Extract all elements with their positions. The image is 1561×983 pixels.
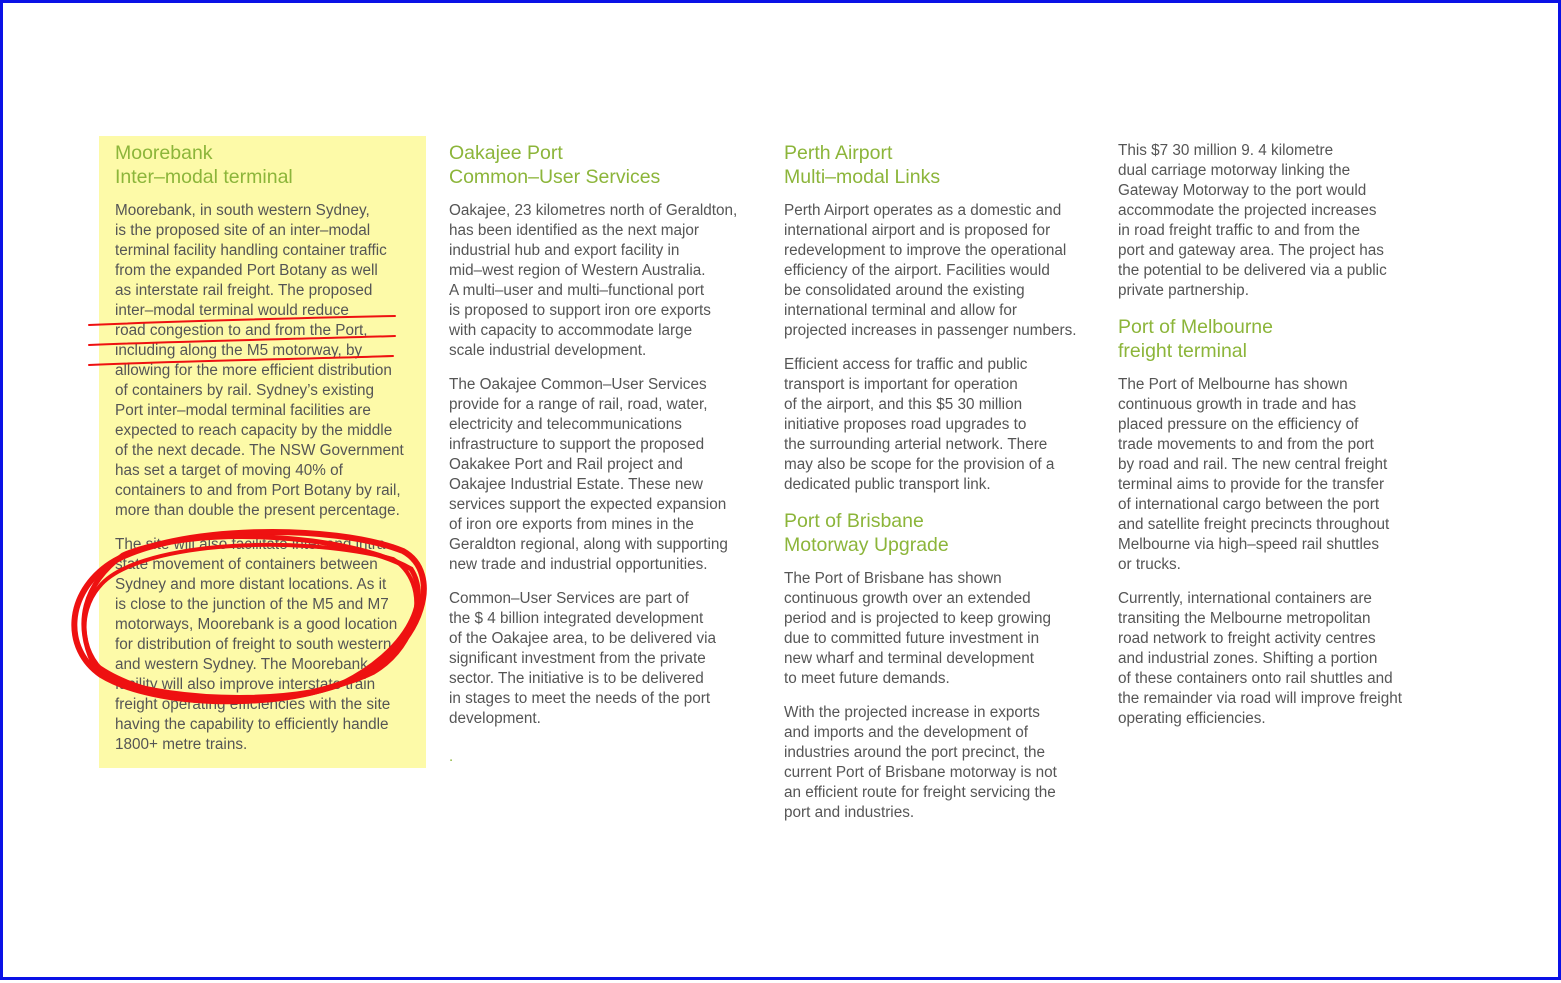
- paragraph-line: dual carriage motorway linking the: [1118, 162, 1351, 179]
- paragraph-line: The Port of Brisbane has shown: [784, 570, 1002, 587]
- paragraph-line: of iron ore exports from mines in the: [449, 516, 694, 533]
- heading-line: Moorebank: [115, 142, 213, 164]
- paragraph-line: freight operating efficiencies with the site: [115, 696, 391, 713]
- paragraph-line: containers to and from Port Botany by rail,: [115, 482, 401, 499]
- paragraph-line: projected increases in passenger numbers.: [784, 322, 1077, 339]
- paragraph-line: provide for a range of rail, road, water,: [449, 396, 708, 413]
- paragraph-line: and western Sydney. The Moorebank: [115, 656, 368, 673]
- paragraph-line: as interstate rail freight. The proposed: [115, 282, 373, 299]
- paragraph-line: Gateway Motorway to the port would: [1118, 182, 1367, 199]
- paragraph-line: development.: [449, 710, 541, 727]
- column-moorebank: [115, 141, 404, 769]
- paragraph-line: of international cargo between the port: [1118, 496, 1380, 513]
- paragraph-line: road congestion to and from the Port,: [115, 322, 368, 339]
- paragraph-line: inter–modal terminal would reduce: [115, 302, 349, 319]
- paragraph-line: Efficient access for traffic and public: [784, 356, 1028, 373]
- paragraph-line: state movement of containers between: [115, 556, 378, 573]
- paragraph-line: be consolidated around the existing: [784, 282, 1025, 299]
- paragraph-line: may also be scope for the provision of a: [784, 456, 1055, 473]
- paragraph-line: to meet future demands.: [784, 670, 950, 687]
- paragraph-line: expected to reach capacity by the middle: [115, 422, 393, 439]
- paragraph-line: and satellite freight precincts throughout: [1118, 516, 1390, 533]
- paragraph-line: by road and rail. The new central freight: [1118, 456, 1388, 473]
- paragraph-line: Oakajee, 23 kilometres north of Geraldton,: [449, 202, 738, 219]
- section-heading: [1118, 315, 1402, 363]
- paragraph-line: Currently, international containers are: [1118, 590, 1372, 607]
- paragraph-line: Port inter–modal terminal facilities are: [115, 402, 371, 419]
- paragraph-line: industrial hub and export facility in: [449, 242, 680, 259]
- paragraph-line: having the capability to efficiently handle: [115, 716, 389, 733]
- body-paragraph: [1118, 589, 1402, 729]
- paragraph-line: the $ 4 billion integrated development: [449, 610, 704, 627]
- paragraph-line: port and gateway area. The project has: [1118, 242, 1384, 259]
- paragraph-line: or trucks.: [1118, 556, 1181, 573]
- body-paragraph: [784, 569, 1077, 689]
- paragraph-line: industries around the port precinct, the: [784, 744, 1046, 761]
- section-heading: [449, 141, 737, 189]
- paragraph-line: The Port of Melbourne has shown: [1118, 376, 1348, 393]
- paragraph-line: of these containers onto rail shuttles and: [1118, 670, 1393, 687]
- paragraph-line: Perth Airport operates as a domestic and: [784, 202, 1062, 219]
- body-paragraph: [784, 703, 1077, 823]
- paragraph-line: scale industrial development.: [449, 342, 647, 359]
- paragraph-line: period and is projected to keep growing: [784, 610, 1052, 627]
- heading-line: freight terminal: [1118, 340, 1247, 362]
- paragraph-line: is proposed to support iron ore exports: [449, 302, 711, 319]
- paragraph-line: port and industries.: [784, 804, 915, 821]
- body-paragraph: [449, 375, 737, 575]
- paragraph-line: terminal aims to provide for the transfer: [1118, 476, 1385, 493]
- paragraph-line: placed pressure on the efficiency of: [1118, 416, 1359, 433]
- paragraph-line: transport is important for operation: [784, 376, 1018, 393]
- paragraph-line: and imports and the development of: [784, 724, 1029, 741]
- paragraph-line: The site will also facilitate inter and intra–: [115, 536, 394, 553]
- paragraph-line: Oakajee Industrial Estate. These new: [449, 476, 703, 493]
- column-perth-brisbane: [784, 141, 1077, 837]
- paragraph-line: continuous growth in trade and has: [1118, 396, 1357, 413]
- paragraph-line: terminal facility handling container traffic: [115, 242, 387, 259]
- paragraph-line: the surrounding arterial network. There: [784, 436, 1048, 453]
- paragraph-line: of the Oakajee area, to be delivered via: [449, 630, 717, 647]
- heading-line: Port of Brisbane: [784, 510, 924, 532]
- paragraph-line: mid–west region of Western Australia.: [449, 262, 706, 279]
- paragraph-line: The Oakajee Common–User Services: [449, 376, 707, 393]
- paragraph-line: with capacity to accommodate large: [449, 322, 693, 339]
- paragraph-line: facility will also improve interstate train: [115, 676, 376, 693]
- paragraph-line: due to committed future investment in: [784, 630, 1040, 647]
- paragraph-line: in road freight traffic to and from the: [1118, 222, 1361, 239]
- body-paragraph: [115, 201, 404, 521]
- paragraph-line: A multi–user and multi–functional port: [449, 282, 705, 299]
- paragraph-line: including along the M5 motorway, by: [115, 342, 363, 359]
- paragraph-line: This $7 30 million 9. 4 kilometre: [1118, 142, 1334, 159]
- paragraph-line: Melbourne via high–speed rail shuttles: [1118, 536, 1380, 553]
- heading-line: Port of Melbourne: [1118, 316, 1274, 338]
- paragraph-line: continuous growth over an extended: [784, 590, 1031, 607]
- paragraph-line: accommodate the projected increases: [1118, 202, 1377, 219]
- paragraph-line: the potential to be delivered via a public: [1118, 262, 1387, 279]
- column-melbourne: [1118, 141, 1402, 743]
- paragraph-line: of containers by rail. Sydney’s existing: [115, 382, 375, 399]
- paragraph-line: trade movements to and from the port: [1118, 436, 1374, 453]
- heading-line: Inter–modal terminal: [115, 166, 293, 188]
- paragraph-line: initiative proposes road upgrades to: [784, 416, 1027, 433]
- section-heading: [784, 141, 1077, 189]
- paragraph-line: allowing for the more efficient distribution: [115, 362, 392, 379]
- paragraph-line: an efficient route for freight servicing the: [784, 784, 1056, 801]
- paragraph-line: electricity and telecommunications: [449, 416, 682, 433]
- paragraph-line: redevelopment to improve the operational: [784, 242, 1067, 259]
- paragraph-line: and industrial zones. Shifting a portion: [1118, 650, 1378, 667]
- paragraph-line: Moorebank, in south western Sydney,: [115, 202, 370, 219]
- body-paragraph: [449, 589, 737, 729]
- paragraph-line: has set a target of moving 40% of: [115, 462, 343, 479]
- paragraph-line: Oakakee Port and Rail project and: [449, 456, 683, 473]
- section-heading: [115, 141, 404, 189]
- paragraph-line: has been identified as the next major: [449, 222, 700, 239]
- body-paragraph: [115, 535, 404, 755]
- paragraph-line: is close to the junction of the M5 and M7: [115, 596, 389, 613]
- paragraph-line: infrastructure to support the proposed: [449, 436, 705, 453]
- heading-line: Common–User Services: [449, 166, 661, 188]
- paragraph-line: Sydney and more distant locations. As it: [115, 576, 387, 593]
- paragraph-line: current Port of Brisbane motorway is not: [784, 764, 1057, 781]
- section-heading: [784, 509, 1077, 557]
- heading-line: Oakajee Port: [449, 142, 563, 164]
- paragraph-line: international airport and is proposed for: [784, 222, 1051, 239]
- heading-line: Motorway Upgrade: [784, 534, 949, 556]
- paragraph-line: efficiency of the airport. Facilities would: [784, 262, 1050, 279]
- heading-line: Perth Airport: [784, 142, 893, 164]
- paragraph-line: in stages to meet the needs of the port: [449, 690, 711, 707]
- body-paragraph: [784, 355, 1077, 495]
- body-paragraph: [1118, 141, 1402, 301]
- paragraph-line: is the proposed site of an inter–modal: [115, 222, 371, 239]
- heading-line: Multi–modal Links: [784, 166, 941, 188]
- paragraph-line: With the projected increase in exports: [784, 704, 1040, 721]
- stray-mark: .: [449, 748, 454, 765]
- paragraph-line: sector. The initiative is to be delivered: [449, 670, 704, 687]
- paragraph-line: the remainder via road will improve freight: [1118, 690, 1402, 707]
- column-oakajee: [449, 141, 737, 743]
- paragraph-line: international terminal and allow for: [784, 302, 1017, 319]
- paragraph-line: dedicated public transport link.: [784, 476, 991, 493]
- paragraph-line: for distribution of freight to south western: [115, 636, 392, 653]
- body-paragraph: [784, 201, 1077, 341]
- paragraph-line: of the airport, and this $5 30 million: [784, 396, 1023, 413]
- paragraph-line: Common–User Services are part of: [449, 590, 689, 607]
- body-paragraph: [1118, 375, 1402, 575]
- paragraph-line: transiting the Melbourne metropolitan: [1118, 610, 1371, 627]
- paragraph-line: road network to freight activity centres: [1118, 630, 1376, 647]
- paragraph-line: new trade and industrial opportunities.: [449, 556, 708, 573]
- paragraph-line: 1800+ metre trains.: [115, 736, 248, 753]
- paragraph-line: motorways, Moorebank is a good location: [115, 616, 398, 633]
- body-paragraph: [449, 201, 737, 361]
- paragraph-line: operating efficiencies.: [1118, 710, 1266, 727]
- paragraph-line: Geraldton regional, along with supporting: [449, 536, 728, 553]
- paragraph-line: services support the expected expansion: [449, 496, 727, 513]
- paragraph-line: of the next decade. The NSW Government: [115, 442, 404, 459]
- paragraph-line: private partnership.: [1118, 282, 1249, 299]
- paragraph-line: from the expanded Port Botany as well: [115, 262, 378, 279]
- paragraph-line: new wharf and terminal development: [784, 650, 1034, 667]
- paragraph-line: more than double the present percentage.: [115, 502, 400, 519]
- paragraph-line: significant investment from the private: [449, 650, 706, 667]
